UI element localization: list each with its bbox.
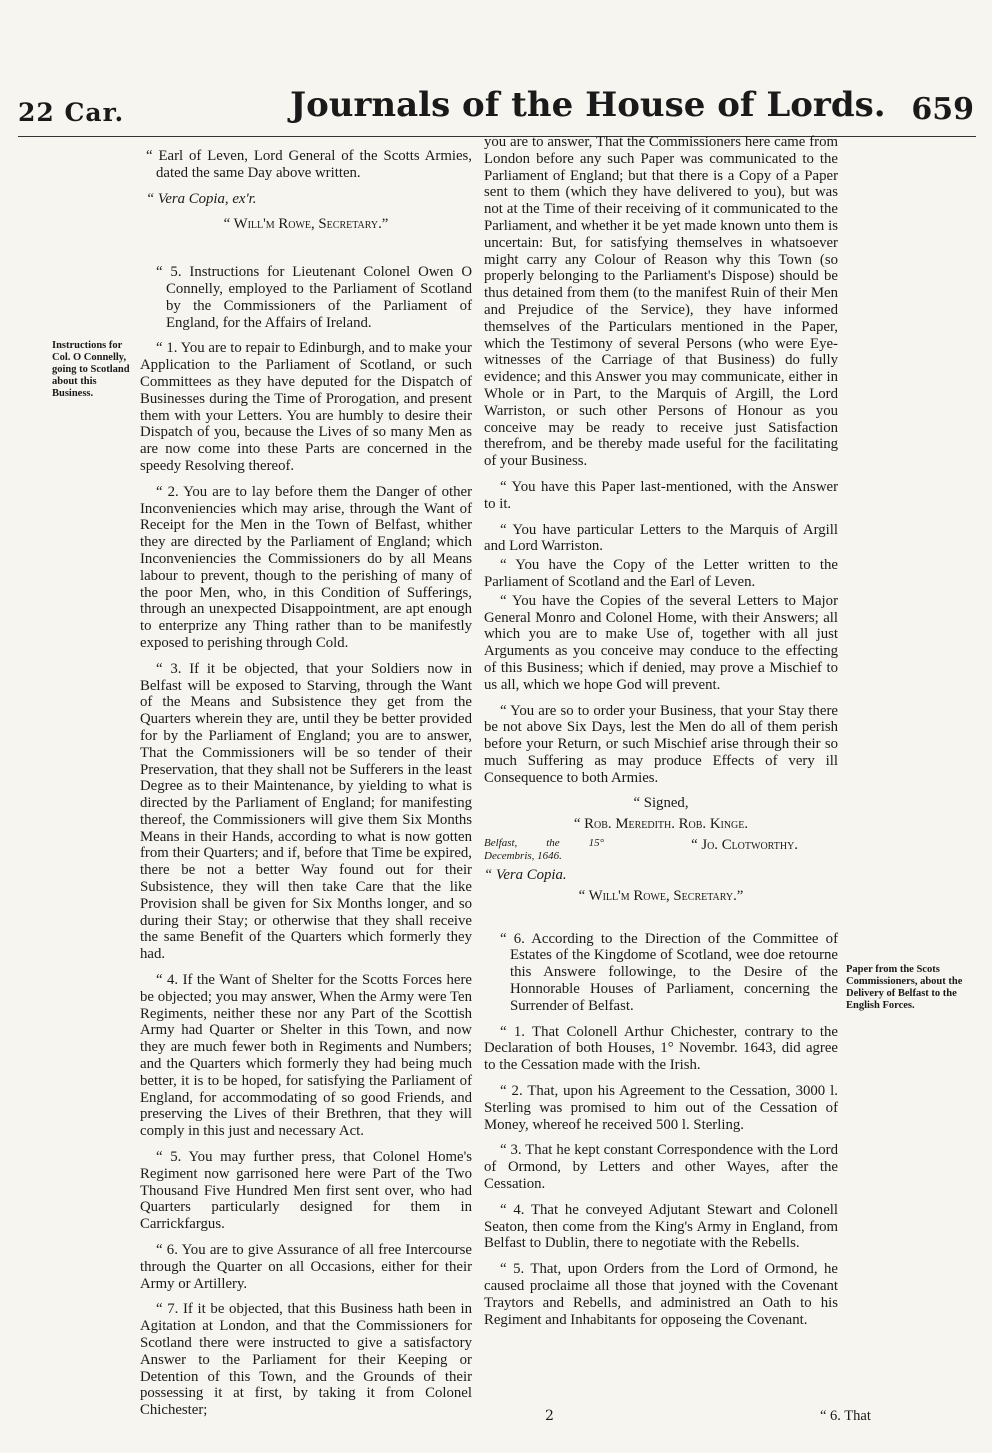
paragraph: “ You have particular Letters to the Marquis of Argill and Lord Warriston. [484, 521, 838, 555]
paragraph: “ 6. You are to give Assurance of all free Intercourse through the Quarter on all Occasions, either for their Army or Artillery. [140, 1242, 472, 1292]
signatory-clotworthy: “ Jo. Clotworthy. [691, 837, 798, 854]
copy-attestation: “ Vera Copia, ex'r. [146, 190, 257, 207]
catchword: “ 6. That [820, 1408, 871, 1424]
section-heading: “ 6. According to the Direction of the Committee of Estates of the Kingdome of Scotland, wee doe retourne this Answere followinge, to the Desire of the Honnorable Houses of Parliament, concerning the Surrender of Belfast. [500, 930, 838, 1014]
left-column [140, 148, 472, 1419]
paragraph: “ 3. If it be objected, that your Soldiers now in Belfast will be exposed to Starving, through the Want of the Means and Subsistence they get from the Quarters wherein they are, until they be better provided for by the Parliament of England; you are to answer, That the Commissioners will be so tender of their Preservation, that they shall not be Sufferers in the least Degree as to their Maintenance, by yielding to what is directed by the Parliament of England; for manifesting thereof, the Commissioners will give them Six Months Means in their Hands, according to what is now gotten from their Quarters; and if, before that Time be expired, there be not a better Way found out for their Subsistence, they will then take Care that the like Provision shall be given for Six Months longer, and so during their Stay; or otherwise that they shall receive the same Benefit of the Quarters which formerly they had. [140, 660, 472, 963]
page-title: Journals of the House of Lords. [290, 85, 886, 125]
paragraph: “ You have this Paper last-mentioned, with the Answer to it. [484, 478, 838, 512]
paragraph: “ 1. That Colonell Arthur Chichester, contrary to the Declaration of both Houses, 1° Novembr. 1643, did agree to the Cessation made with the Irish. [484, 1023, 838, 1074]
paragraph: “ 2. You are to lay before them the Danger of other Inconveniencies which may arise, through the Want of Receipt for the Men in the Town of Belfast, whither they are directed by the Parliament of England; which Inconveniencies the Commissioners do by all Means labour to prevent, though to the perishing of many of the poor Men, who, in this Condition of Sufferings, through an unexpected Disappointment, are apt enough to enterprize any Thing rather than to be manifestly exposed to perishing through Cold. [140, 483, 472, 651]
paragraph: “ You have the Copy of the Letter written to the Parliament of Scotland and the Earl of Leven. [484, 557, 838, 590]
paragraph: “ 4. That he conveyed Adjutant Stewart and Colonell Seaton, then come from the King's Army in England, from Belfast to Dublin, there to negotiate with the Rebells. [484, 1201, 838, 1252]
page-number: 659 [911, 92, 974, 127]
right-column [484, 134, 838, 1384]
paragraph: “ 5. You may further press, that Colonel Home's Regiment now garrisoned here were Part of the Two Thousand Five Hundred Men first sent over, who had Quarters particularly designed for them in Carrickfargus. [140, 1149, 472, 1233]
paragraph: “ 7. If it be objected, that this Business hath been in Agitation at London, and that the Commissioners for Scotland there were instructed to give a satisfactory Answer to the Parliament for their Keeping or Detention of this Town, and the Grounds of their possessing it at first, by taking it from Colonel Chichester; [140, 1301, 472, 1419]
paragraph: “ 4. If the Want of Shelter for the Scotts Forces here be objected; you may answer, When the Army were Ten Regiments, neither these nor any Part of the Scottish Army had Quarter or Shelter in this Town, and now they are much fewer both in Regiments and Numbers; and the Quarters which formerly they had being much better, it is to be hoped, for satisfying the Parliament of England, for accommodating of so good Friends, and preserving the Lives of their Brethren, that they will comply in this just and necessary Act. [140, 972, 472, 1140]
paragraph: you are to answer, That the Commissioners here came from London before any such Paper was communicated to the Parliament of England; but that there is a Copy of a Paper sent to them (which they have delivered to you), but was not at the Time of their receiving of it communicated to the Parliament, and whether it be yet made known unto them is uncertain: But, for satisfying themselves in whatsoever might carry any Colour of Reason why this Town (so properly belonging to the Parliament's Dispose) should be thus detained from them (to the manifest Ruin of their Men and Prejudice of the Service), they have informed themselves of the Particulars mentioned in the Paper, which the Testimony of several Persons (who were Eye-witnesses of the Carriage of that Business) do fully evidence; and this Answer you may communicate, either in Whole or in Part, to the Marquis of Argill, the Lord Warriston, or such other Persons of Honour as you conceive may be ready to receive just Satisfaction therefrom, and be thereby made useful for the facilitating of your Business. [484, 134, 838, 470]
copy-attestation: “ Vera Copia. [484, 867, 567, 884]
paragraph: “ 1. You are to repair to Edinburgh, and to make your Application to the Parliament of Scotland, or such Committees as they have deputed for the Dispatch of Businesses during the Time of Prorogation, and present them with your Letters. You are humbly to desire their Dispatch of you, because the Lives of so many Men as are now come into these Parts are concerned in the speedy Resolving thereof. [140, 340, 472, 474]
margin-note-right: Paper from the Scots Commissioners, about the Delivery of Belfast to the English Forces. [846, 964, 963, 1011]
paragraph: “ You are so to order your Business, that your Stay there be not above Six Days, lest the Men do all of them perish before your Return, or such Mischief arise through their so much Suffering as may produce Effects of very ill Consequence to both Armies. [484, 702, 838, 786]
signature-mark: 2 [545, 1408, 554, 1424]
signed-label: “ Signed, [633, 795, 689, 812]
paragraph: “ 2. That, upon his Agreement to the Cessation, 3000 l. Sterling was promised to him out of the Cessation of Money, whereof he received 500 l. Sterling. [484, 1083, 838, 1133]
signatories: “ Rob. Meredith. Rob. Kinge. [573, 816, 749, 833]
secretary-signature: “ Will'm Rowe, Secretary.” [223, 216, 389, 233]
dateline: Belfast, the 15° Decembris, 1646. [484, 837, 604, 863]
section-heading: “ 5. Instructions for Lieutenant Colonel Owen O Connelly, employed to the Parliament of Scotland by the Commissioners of the Parliament of England, for the Affairs of Ireland. [156, 264, 472, 331]
margin-note-left: Instructions for Col. O Connelly, going to Scotland about this Business. [52, 340, 130, 399]
paragraph: “ 3. That he kept constant Correspondence with the Lord of Ormond, by Letters and other Wayes, after the Cessation. [484, 1142, 838, 1193]
running-head-regnal-year: 22 Car. [18, 98, 125, 127]
paragraph: “ Earl of Leven, Lord General of the Scotts Armies, dated the same Day above written. [146, 148, 472, 181]
paragraph: “ 5. That, upon Orders from the Lord of Ormond, he caused proclaime all those that joyned with the Covenant Traytors and Rebells, and administred an Oath to his Regiment and Inhabitants for opposeing the Covenant. [484, 1261, 838, 1328]
secretary-signature: “ Will'm Rowe, Secretary.” [578, 887, 744, 904]
paragraph: “ You have the Copies of the several Letters to Major General Monro and Colonel Home, with their Answers; all which you are to make Use of, together with all just Arguments as you conceive may conduce to the effecting of this Business; which if denied, may prove a Mischief to us all, which we hope God will prevent. [484, 592, 838, 693]
